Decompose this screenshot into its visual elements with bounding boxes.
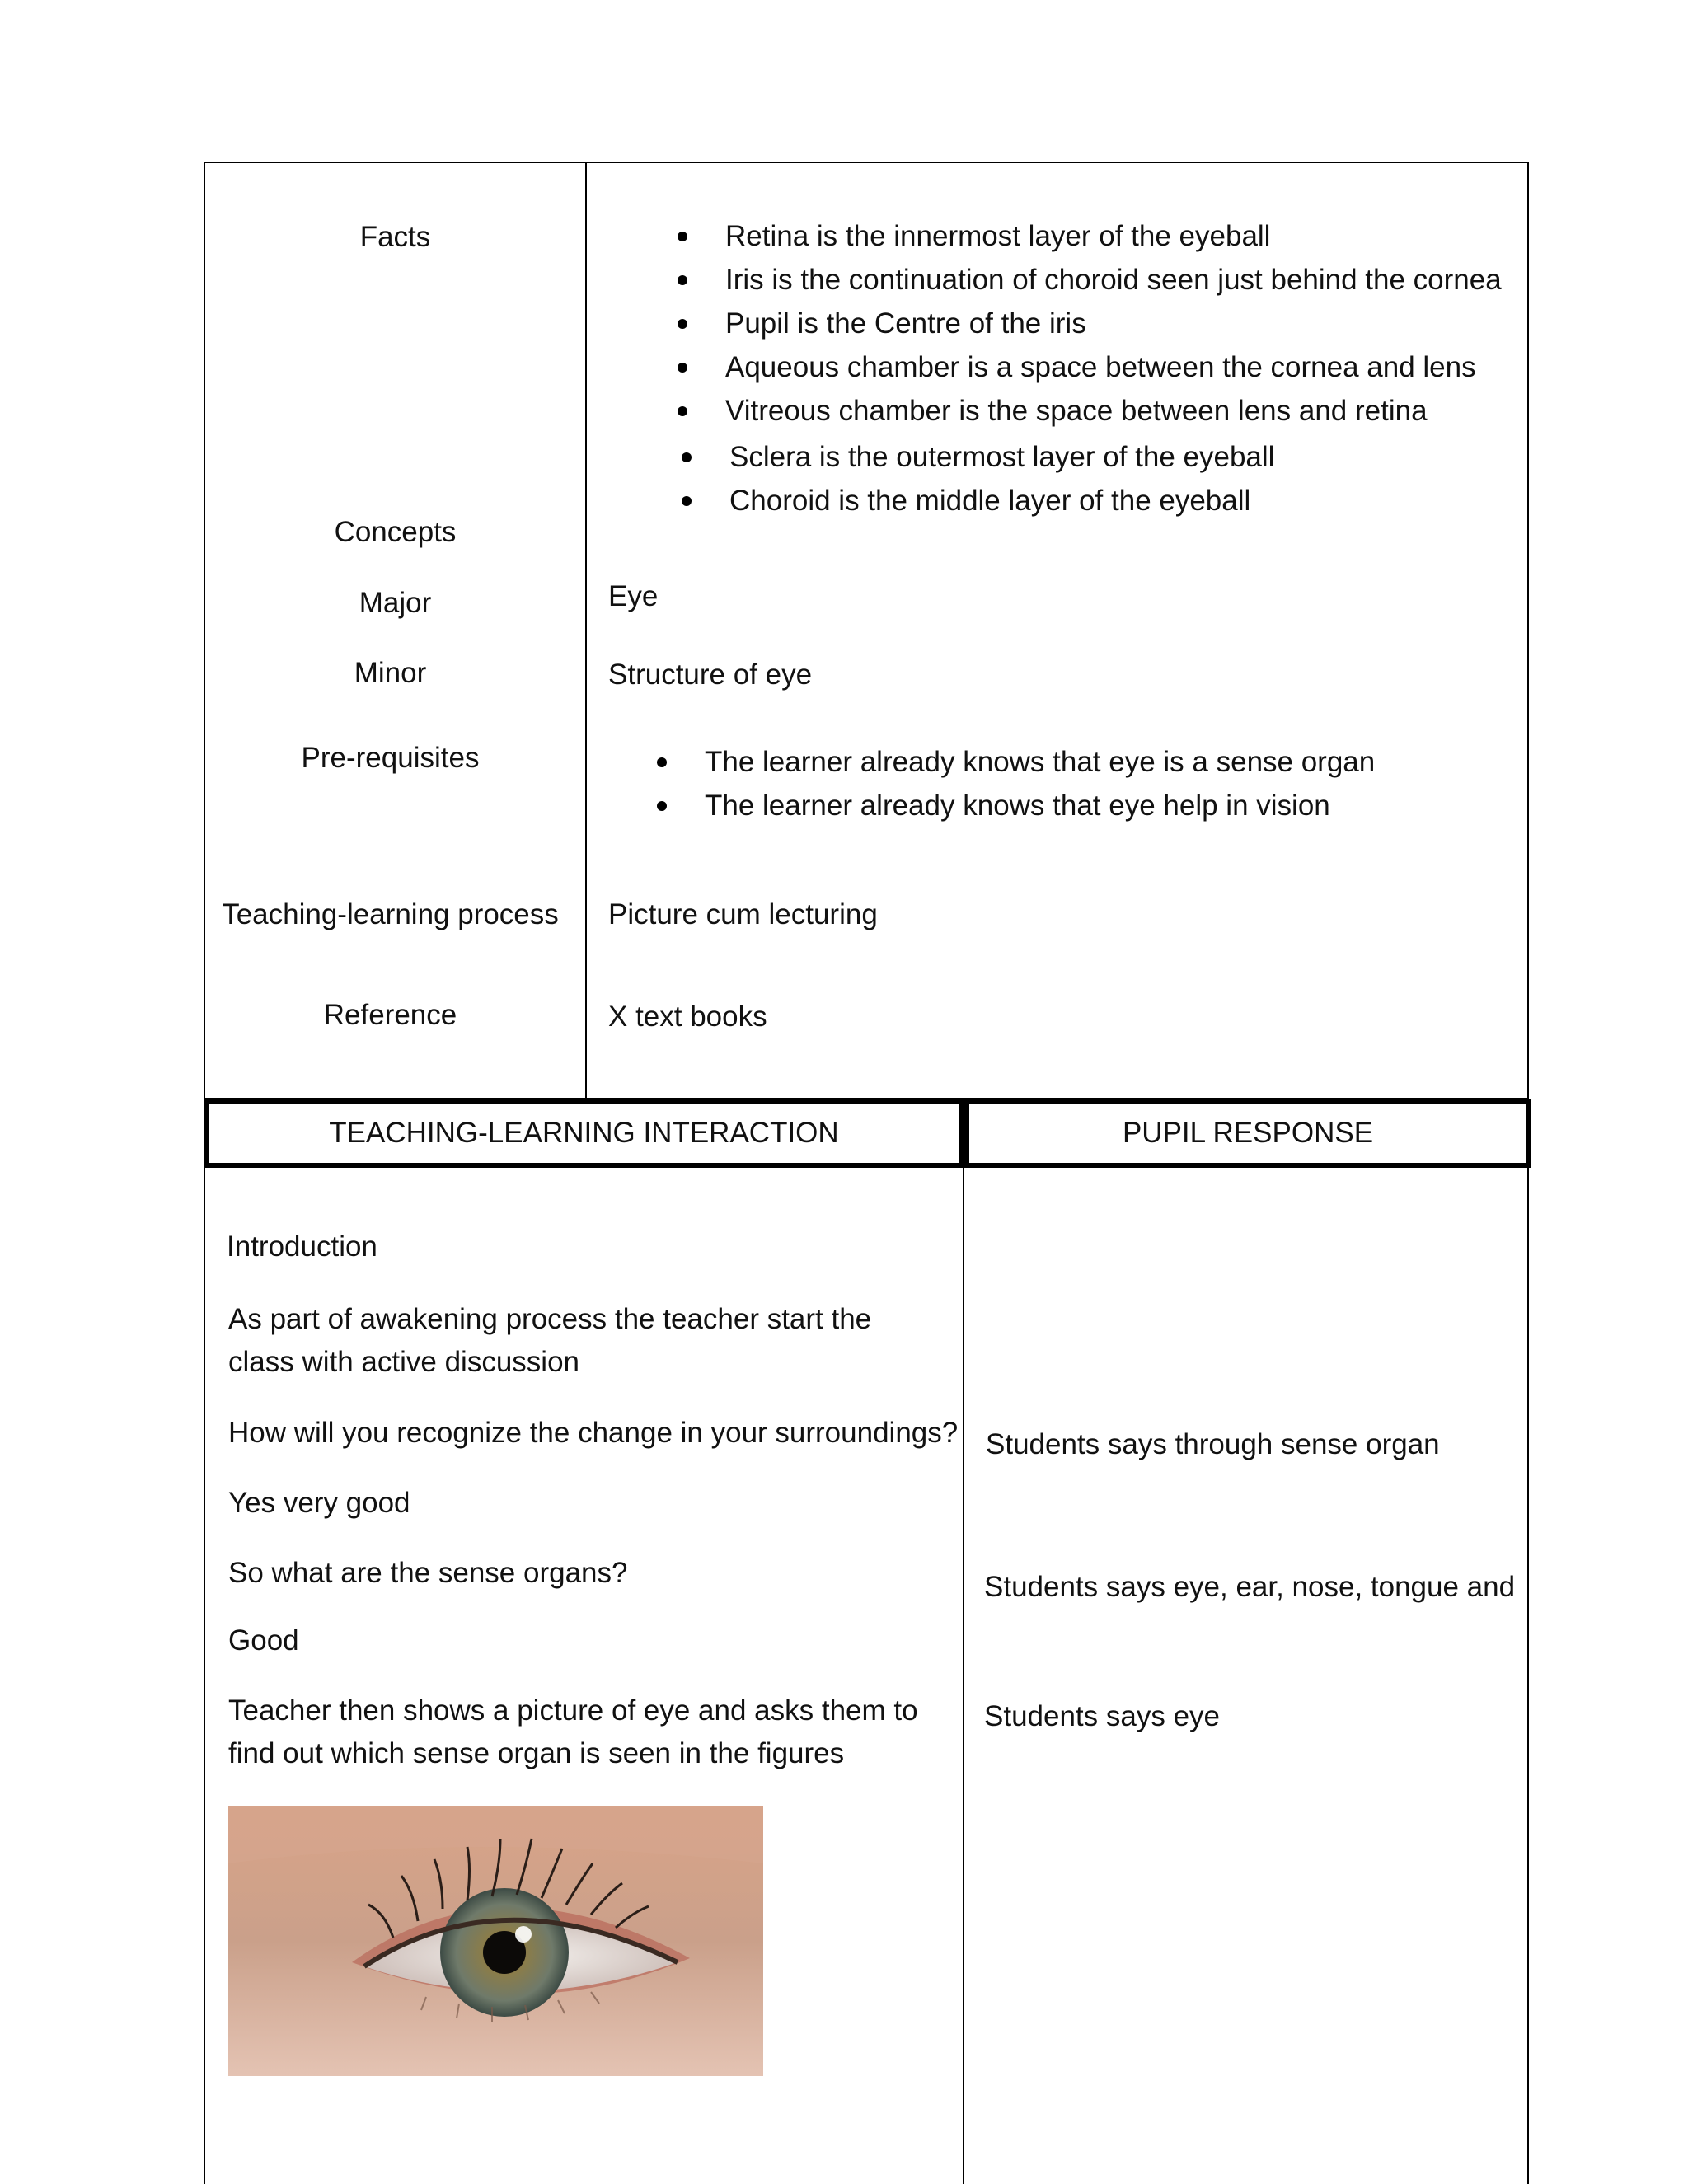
prerequisites-label: Pre-requisites <box>301 742 480 774</box>
teacher-paragraph: How will you recognize the change in your surroundings? <box>228 1417 959 1449</box>
teacher-paragraph: Teacher then shows a picture of eye and asks them to find out which sense organ is seen in the figures <box>228 1694 918 1769</box>
teacher-paragraph: As part of awakening process the teacher start the class with active discussion <box>228 1303 872 1378</box>
teacher-paragraph: Yes very good <box>228 1487 410 1519</box>
concepts-label: Concepts <box>334 516 457 548</box>
fact-item: Choroid is the middle layer of the eyeball <box>682 479 1274 523</box>
pupil-response: Students says eye, ear, nose, tongue and <box>984 1571 1516 1603</box>
facts-label: Facts <box>359 221 431 253</box>
column-divider <box>585 163 587 1098</box>
reference-label: Reference <box>323 999 457 1031</box>
facts-list <box>678 214 1502 433</box>
prerequisite-item: The learner already knows that eye help in vision <box>657 784 1375 827</box>
major-value: Eye <box>608 580 659 612</box>
minor-label: Minor <box>354 657 427 689</box>
reference-value: X text books <box>608 1001 767 1033</box>
facts-list-continued <box>682 435 1274 523</box>
process-value: Picture cum lecturing <box>608 898 878 930</box>
fact-item: Pupil is the Centre of the iris <box>678 302 1502 345</box>
fact-item: Aqueous chamber is a space between the cornea and lens <box>678 345 1502 389</box>
minor-value: Structure of eye <box>608 658 813 691</box>
fact-item: Retina is the innermost layer of the eyeball <box>678 214 1502 258</box>
teacher-paragraph: Good <box>228 1624 299 1657</box>
pupil-response: Students says through sense organ <box>986 1428 1440 1460</box>
introduction-heading: Introduction <box>227 1230 377 1263</box>
eye-picture <box>228 1806 763 2076</box>
prerequisite-item: The learner already knows that eye is a sense organ <box>657 740 1375 784</box>
fact-item: Sclera is the outermost layer of the eyeball <box>682 435 1274 479</box>
process-label: Teaching-learning process <box>222 898 559 930</box>
lesson-details-table <box>204 162 1529 1099</box>
interaction-table <box>204 1166 1529 2184</box>
major-label: Major <box>359 587 432 619</box>
fact-item: Vitreous chamber is the space between lens and retina <box>678 389 1502 433</box>
interaction-header: TEACHING-LEARNING INTERACTION <box>204 1099 964 1168</box>
column-divider <box>963 1166 964 2184</box>
response-header: PUPIL RESPONSE <box>964 1099 1531 1168</box>
prerequisites-list <box>657 740 1375 827</box>
fact-item: Iris is the continuation of choroid seen just behind the cornea <box>678 258 1502 302</box>
pupil-response: Students says eye <box>984 1700 1220 1732</box>
teacher-paragraph: So what are the sense organs? <box>228 1557 628 1589</box>
